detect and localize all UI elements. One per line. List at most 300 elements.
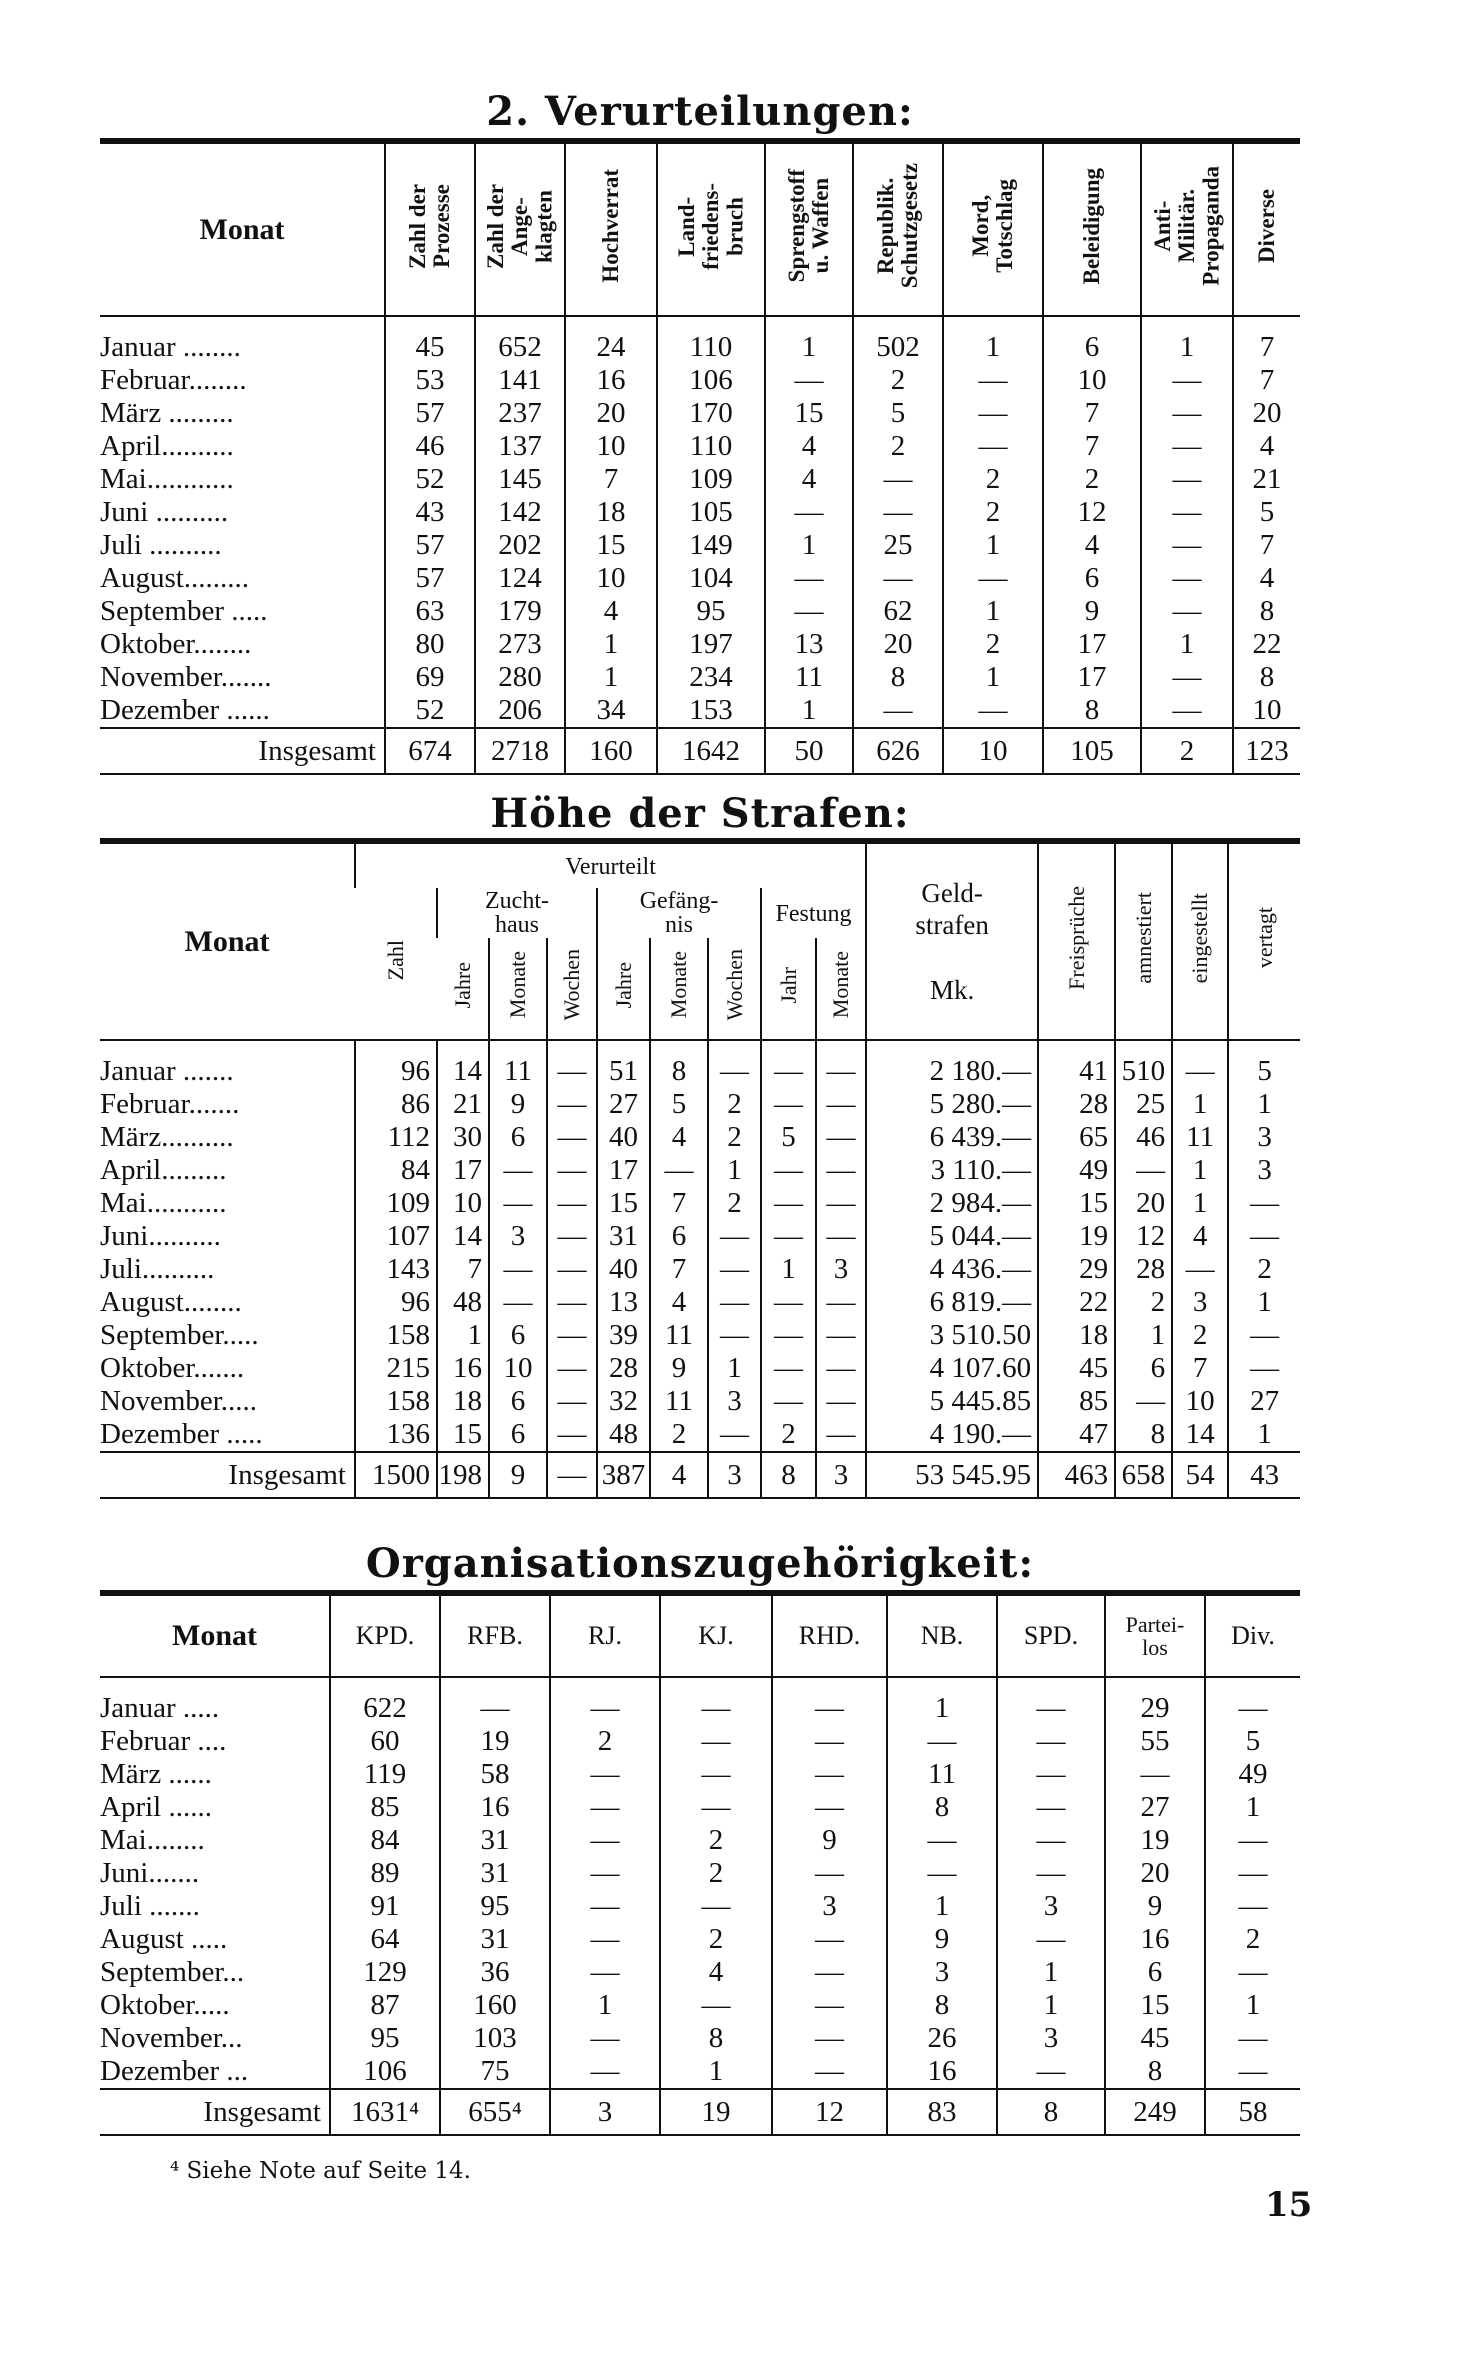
value-cell: 149	[657, 529, 765, 562]
value-cell: 10	[1233, 694, 1300, 728]
value-cell: 2	[853, 364, 943, 397]
value-cell: 3	[816, 1452, 866, 1498]
table-row	[100, 364, 1300, 397]
value-cell: 27	[597, 1088, 650, 1121]
value-cell: 6	[489, 1418, 547, 1452]
value-cell: 6	[1115, 1352, 1172, 1385]
value-cell: 46	[1115, 1121, 1172, 1154]
value-cell: 60	[330, 1725, 440, 1758]
value-cell: 52	[385, 694, 475, 728]
table-row	[100, 628, 1300, 661]
table-strafen	[100, 838, 1300, 1499]
table-row	[100, 1677, 1300, 1725]
value-cell: —	[1115, 1385, 1172, 1418]
col-header-org-7: SPD.	[997, 1593, 1105, 1677]
value-cell: 6	[1105, 1956, 1205, 1989]
value-cell: 19	[440, 1725, 550, 1758]
month-cell: Januar .......	[100, 1055, 234, 1087]
value-cell: 16	[565, 364, 657, 397]
value-cell: —	[997, 1725, 1105, 1758]
value-cell: 17	[597, 1154, 650, 1187]
value-cell: —	[440, 1677, 550, 1725]
value-cell: 30	[437, 1121, 489, 1154]
table-row	[100, 463, 1300, 496]
col-header-hochverrat: Hochverrat	[565, 141, 657, 316]
value-cell: 1	[1228, 1286, 1300, 1319]
value-cell: 1500	[355, 1452, 437, 1498]
value-cell: 15	[1105, 1989, 1205, 2022]
value-cell: 4 436.—	[866, 1253, 1038, 1286]
value-cell: —	[1141, 694, 1233, 728]
value-cell: 91	[330, 1890, 440, 1923]
value-cell: —	[997, 1758, 1105, 1791]
value-cell: 1	[437, 1319, 489, 1352]
table-body	[100, 1040, 1300, 1498]
col-header-landfriedensbruch: Land- friedens- bruch	[657, 141, 765, 316]
value-cell: —	[1205, 2022, 1300, 2055]
value-cell: 145	[475, 463, 565, 496]
value-cell: 2	[1172, 1319, 1228, 1352]
value-cell: 502	[853, 316, 943, 364]
month-cell: August........	[100, 1286, 242, 1318]
value-cell: 39	[597, 1319, 650, 1352]
value-cell: 2	[943, 628, 1043, 661]
value-cell: 674	[385, 728, 475, 774]
value-cell: 105	[657, 496, 765, 529]
value-cell: 1	[887, 1890, 997, 1923]
value-cell: 34	[565, 694, 657, 728]
value-cell: 463	[1038, 1452, 1115, 1498]
value-cell: 3	[887, 1956, 997, 1989]
table-row	[100, 1187, 1300, 1220]
table-row	[100, 1857, 1300, 1890]
footnote: ⁴ Siehe Note auf Seite 14.	[170, 2158, 471, 2184]
table-organisation	[100, 1590, 1300, 2136]
value-cell: 48	[597, 1418, 650, 1452]
value-cell: 2	[1228, 1253, 1300, 1286]
value-cell: —	[660, 1758, 772, 1791]
col-header-zahl: Zahl	[355, 888, 437, 1040]
value-cell: 206	[475, 694, 565, 728]
value-cell: —	[772, 1923, 887, 1956]
value-cell: 7	[1043, 397, 1141, 430]
month-cell: April ......	[100, 1791, 212, 1823]
value-cell: 20	[853, 628, 943, 661]
value-cell: —	[765, 595, 853, 628]
value-cell: 15	[765, 397, 853, 430]
total-label: Insgesamt	[100, 728, 385, 774]
value-cell: 20	[565, 397, 657, 430]
value-cell: —	[660, 1890, 772, 1923]
total-row	[100, 1452, 1300, 1498]
value-cell: 46	[385, 430, 475, 463]
value-cell: 119	[330, 1758, 440, 1791]
value-cell: —	[816, 1385, 866, 1418]
value-cell: —	[772, 1857, 887, 1890]
month-cell: Februar........	[100, 364, 247, 396]
value-cell: 2	[853, 430, 943, 463]
value-cell: 4	[1172, 1220, 1228, 1253]
value-cell: 3	[997, 2022, 1105, 2055]
value-cell: 215	[355, 1352, 437, 1385]
value-cell: 21	[437, 1088, 489, 1121]
month-cell: Juli..........	[100, 1253, 215, 1285]
value-cell: —	[761, 1385, 816, 1418]
value-cell: 31	[440, 1923, 550, 1956]
value-cell: —	[547, 1319, 597, 1352]
value-cell: —	[547, 1253, 597, 1286]
value-cell: 106	[330, 2055, 440, 2089]
value-cell: —	[1228, 1352, 1300, 1385]
value-cell: 1	[765, 316, 853, 364]
value-cell: 1	[997, 1989, 1105, 2022]
value-cell: —	[1172, 1253, 1228, 1286]
value-cell: 41	[1038, 1040, 1115, 1088]
unit-mk: Mk.	[929, 975, 975, 1006]
table-row	[100, 397, 1300, 430]
value-cell: 65	[1038, 1121, 1115, 1154]
value-cell: 106	[657, 364, 765, 397]
value-cell: 5 044.—	[866, 1220, 1038, 1253]
value-cell: 43	[1228, 1452, 1300, 1498]
col-header-org-6: NB.	[887, 1593, 997, 1677]
value-cell: 280	[475, 661, 565, 694]
value-cell: —	[550, 1857, 660, 1890]
col-header-sprengstoff: Sprengstoff u. Waffen	[765, 141, 853, 316]
value-cell: —	[1228, 1319, 1300, 1352]
value-cell: —	[887, 1824, 997, 1857]
value-cell: 1	[660, 2055, 772, 2089]
value-cell: 1	[761, 1253, 816, 1286]
value-cell: 53 545.95	[866, 1452, 1038, 1498]
value-cell: —	[489, 1154, 547, 1187]
value-cell: 2	[943, 496, 1043, 529]
value-cell: 3	[997, 1890, 1105, 1923]
value-cell: —	[550, 1758, 660, 1791]
value-cell: 29	[1038, 1253, 1115, 1286]
col-header-geldstrafen: Geld- strafen Mk.	[866, 841, 1038, 1040]
value-cell: 273	[475, 628, 565, 661]
value-cell: 4	[1043, 529, 1141, 562]
value-cell: 1	[943, 529, 1043, 562]
value-cell: 11	[765, 661, 853, 694]
value-cell: —	[853, 463, 943, 496]
value-cell: 47	[1038, 1418, 1115, 1452]
value-cell: 5	[1228, 1040, 1300, 1088]
value-cell: —	[547, 1187, 597, 1220]
value-cell: 87	[330, 1989, 440, 2022]
value-cell: —	[1141, 562, 1233, 595]
value-cell: —	[547, 1452, 597, 1498]
value-cell: 29	[1105, 1677, 1205, 1725]
value-cell: —	[1115, 1154, 1172, 1187]
value-cell: 103	[440, 2022, 550, 2055]
value-cell: 8	[1233, 595, 1300, 628]
table-row	[100, 529, 1300, 562]
value-cell: 110	[657, 316, 765, 364]
value-cell: 64	[330, 1923, 440, 1956]
table-row	[100, 1121, 1300, 1154]
table-row	[100, 1319, 1300, 1352]
value-cell: —	[489, 1253, 547, 1286]
value-cell: —	[772, 1758, 887, 1791]
value-cell: 6	[650, 1220, 708, 1253]
value-cell: —	[708, 1040, 761, 1088]
value-cell: 179	[475, 595, 565, 628]
value-cell: —	[1141, 430, 1233, 463]
value-cell: 652	[475, 316, 565, 364]
value-cell: 8	[887, 1989, 997, 2022]
table-row	[100, 1890, 1300, 1923]
value-cell: 84	[355, 1154, 437, 1187]
value-cell: —	[816, 1154, 866, 1187]
value-cell: 15	[565, 529, 657, 562]
value-cell: —	[550, 1677, 660, 1725]
value-cell: 19	[1105, 1824, 1205, 1857]
value-cell: 3	[550, 2089, 660, 2135]
value-cell: 32	[597, 1385, 650, 1418]
value-cell: 84	[330, 1824, 440, 1857]
value-cell: 25	[853, 529, 943, 562]
value-cell: —	[547, 1385, 597, 1418]
value-cell: —	[853, 496, 943, 529]
value-cell: 5	[1205, 1725, 1300, 1758]
value-cell: 8	[1105, 2055, 1205, 2089]
value-cell: 26	[887, 2022, 997, 2055]
value-cell: 4	[650, 1286, 708, 1319]
col-header-schutzgesetz: Republik. Schutzgesetz	[853, 141, 943, 316]
value-cell: —	[765, 496, 853, 529]
value-cell: 14	[437, 1040, 489, 1088]
value-cell: 7	[1043, 430, 1141, 463]
section-title-organisation: Organisationszugehörigkeit:	[365, 1540, 1035, 1587]
month-cell: Dezember .....	[100, 1418, 263, 1450]
value-cell: 49	[1205, 1758, 1300, 1791]
value-cell: 1	[765, 529, 853, 562]
col-header-amnestiert: amnestiert	[1115, 841, 1172, 1040]
value-cell: 85	[330, 1791, 440, 1824]
value-cell: 4 107.60	[866, 1352, 1038, 1385]
table-row	[100, 1956, 1300, 1989]
value-cell: —	[816, 1286, 866, 1319]
value-cell: 1	[887, 1677, 997, 1725]
value-cell: 2	[943, 463, 1043, 496]
value-cell: 89	[330, 1857, 440, 1890]
value-cell: 1	[565, 628, 657, 661]
value-cell: 15	[597, 1187, 650, 1220]
value-cell: 14	[437, 1220, 489, 1253]
value-cell: 48	[437, 1286, 489, 1319]
value-cell: 8	[660, 2022, 772, 2055]
col-header-zuchthaus-jahre: Jahre	[437, 938, 489, 1040]
month-cell: September...	[100, 1956, 245, 1988]
col-header-org-2: RFB.	[440, 1593, 550, 1677]
value-cell: 53	[385, 364, 475, 397]
value-cell: 7	[1233, 316, 1300, 364]
value-cell: 1	[1141, 628, 1233, 661]
value-cell: —	[547, 1286, 597, 1319]
value-cell: —	[997, 1923, 1105, 1956]
table-row	[100, 316, 1300, 364]
value-cell: 80	[385, 628, 475, 661]
value-cell: 2	[650, 1418, 708, 1452]
value-cell: 6 439.—	[866, 1121, 1038, 1154]
value-cell: 7	[650, 1187, 708, 1220]
value-cell: —	[550, 1824, 660, 1857]
col-header-monat: Monat	[100, 141, 385, 316]
value-cell: 1642	[657, 728, 765, 774]
value-cell: —	[772, 1956, 887, 1989]
value-cell: —	[761, 1220, 816, 1253]
value-cell: 27	[1105, 1791, 1205, 1824]
value-cell: 28	[1115, 1253, 1172, 1286]
table-row	[100, 1286, 1300, 1319]
total-label: Insgesamt	[100, 1452, 355, 1498]
col-header-gefaengnis-wochen: Wochen	[708, 938, 761, 1040]
value-cell: 143	[355, 1253, 437, 1286]
value-cell: 1	[1205, 1989, 1300, 2022]
value-cell: 4	[565, 595, 657, 628]
month-cell: Juni ..........	[100, 496, 229, 528]
value-cell: 3	[708, 1385, 761, 1418]
value-cell: —	[853, 562, 943, 595]
value-cell: 45	[385, 316, 475, 364]
table-row	[100, 1824, 1300, 1857]
value-cell: 18	[1038, 1319, 1115, 1352]
value-cell: 7	[1233, 364, 1300, 397]
value-cell: 655⁴	[440, 2089, 550, 2135]
value-cell: —	[761, 1319, 816, 1352]
value-cell: —	[943, 430, 1043, 463]
value-cell: 8	[1233, 661, 1300, 694]
value-cell: —	[1205, 1890, 1300, 1923]
value-cell: —	[1228, 1220, 1300, 1253]
value-cell: 27	[1228, 1385, 1300, 1418]
col-header-festung-jahr: Jahr	[761, 938, 816, 1040]
value-cell: 18	[565, 496, 657, 529]
value-cell: 658	[1115, 1452, 1172, 1498]
value-cell: 129	[330, 1956, 440, 1989]
value-cell: 1	[943, 661, 1043, 694]
value-cell: —	[943, 397, 1043, 430]
col-header-org-5: RHD.	[772, 1593, 887, 1677]
value-cell: —	[816, 1352, 866, 1385]
value-cell: —	[816, 1319, 866, 1352]
value-cell: 40	[597, 1253, 650, 1286]
value-cell: 170	[657, 397, 765, 430]
value-cell: —	[1228, 1187, 1300, 1220]
table-row	[100, 694, 1300, 728]
value-cell: 85	[1038, 1385, 1115, 1418]
table-row	[100, 2022, 1300, 2055]
value-cell: 20	[1105, 1857, 1205, 1890]
col-header-verurteilt: Verurteilt	[355, 841, 866, 888]
table-row	[100, 1088, 1300, 1121]
value-cell: —	[547, 1352, 597, 1385]
value-cell: —	[547, 1040, 597, 1088]
value-cell: 49	[1038, 1154, 1115, 1187]
value-cell: 4	[660, 1956, 772, 1989]
value-cell: 12	[1115, 1220, 1172, 1253]
value-cell: 2 180.—	[866, 1040, 1038, 1088]
value-cell: 57	[385, 397, 475, 430]
value-cell: 137	[475, 430, 565, 463]
value-cell: 62	[853, 595, 943, 628]
value-cell: —	[547, 1418, 597, 1452]
value-cell: —	[943, 364, 1043, 397]
value-cell: 237	[475, 397, 565, 430]
value-cell: 510	[1115, 1040, 1172, 1088]
value-cell: 31	[440, 1857, 550, 1890]
value-cell: 198	[437, 1452, 489, 1498]
value-cell: 3 110.—	[866, 1154, 1038, 1187]
value-cell: 1	[943, 316, 1043, 364]
value-cell: 12	[1043, 496, 1141, 529]
month-cell: Mai........	[100, 1824, 205, 1856]
value-cell: 202	[475, 529, 565, 562]
value-cell: —	[550, 1791, 660, 1824]
value-cell: 1	[943, 595, 1043, 628]
value-cell: —	[489, 1187, 547, 1220]
value-cell: 7	[1172, 1352, 1228, 1385]
value-cell: —	[997, 1677, 1105, 1725]
col-header-diverse: Diverse	[1233, 141, 1300, 316]
value-cell: —	[853, 694, 943, 728]
month-cell: September.....	[100, 1319, 259, 1351]
value-cell: 5 280.—	[866, 1088, 1038, 1121]
value-cell: 8	[1043, 694, 1141, 728]
value-cell: 136	[355, 1418, 437, 1452]
value-cell: 21	[1233, 463, 1300, 496]
value-cell: 2	[761, 1418, 816, 1452]
value-cell: —	[1141, 397, 1233, 430]
col-header-beleidigung: Beleidigung	[1043, 141, 1141, 316]
col-header-festung: Festung	[761, 888, 866, 938]
table-verurteilungen	[100, 138, 1300, 775]
value-cell: 16	[440, 1791, 550, 1824]
value-cell: —	[761, 1352, 816, 1385]
value-cell: —	[761, 1088, 816, 1121]
section-title-strafen: Höhe der Strafen:	[490, 790, 910, 837]
value-cell: 9	[772, 1824, 887, 1857]
value-cell: 158	[355, 1385, 437, 1418]
month-cell: April.........	[100, 1154, 227, 1186]
value-cell: 2	[660, 1857, 772, 1890]
value-cell: —	[550, 1956, 660, 1989]
value-cell: 1	[1205, 1791, 1300, 1824]
value-cell: 83	[887, 2089, 997, 2135]
value-cell: —	[997, 1857, 1105, 1890]
month-cell: April..........	[100, 430, 234, 462]
value-cell: 17	[1043, 661, 1141, 694]
value-cell: 9	[489, 1088, 547, 1121]
month-cell: Mai...........	[100, 1187, 227, 1219]
value-cell: 13	[765, 628, 853, 661]
col-header-zuchthaus-monate: Monate	[489, 938, 547, 1040]
value-cell: 22	[1038, 1286, 1115, 1319]
value-cell: 1	[708, 1154, 761, 1187]
value-cell: 95	[657, 595, 765, 628]
value-cell: 31	[597, 1220, 650, 1253]
value-cell: 96	[355, 1286, 437, 1319]
col-header-gefaengnis-jahre: Jahre	[597, 938, 650, 1040]
value-cell: 249	[1105, 2089, 1205, 2135]
value-cell: —	[772, 1725, 887, 1758]
value-cell: —	[1205, 1677, 1300, 1725]
value-cell: 4	[650, 1121, 708, 1154]
value-cell: —	[761, 1286, 816, 1319]
col-header-vertagt: vertagt	[1228, 841, 1300, 1040]
